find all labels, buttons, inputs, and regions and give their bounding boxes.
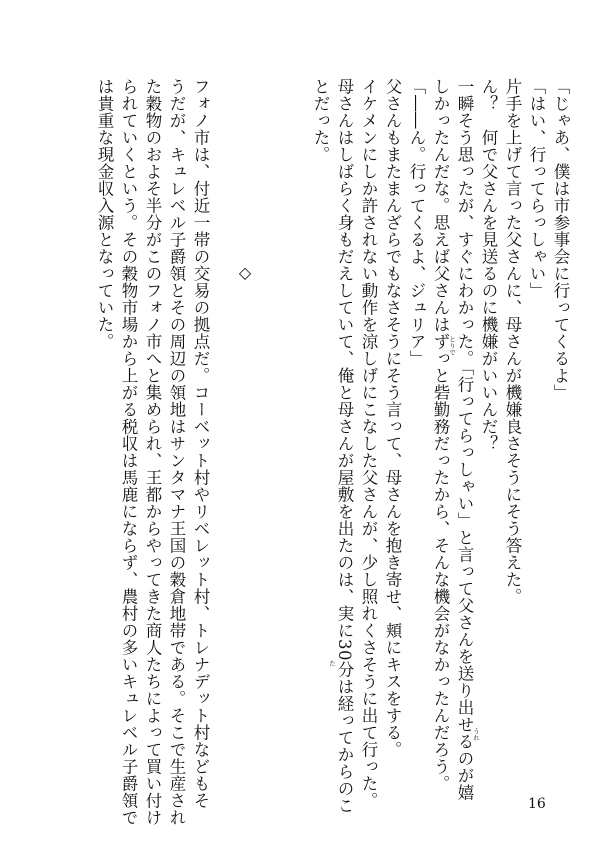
- text-column: は貴重な現金収入源となっていた。: [95, 78, 114, 350]
- page-number: 16: [528, 796, 546, 812]
- text-column: られていくという。その穀物市場から上がる税収は馬鹿にならず、農村の多いキュレベル子爵領で: [119, 78, 138, 826]
- text-column: 「――ん。行ってくるよ、ジュリア」: [407, 78, 426, 367]
- ruby-annotation: た: [328, 660, 336, 667]
- text-column: 父さんもまたまんざらでもなさそうにそう言って、母さんを抱き寄せ、頬にキスをする。: [383, 78, 402, 758]
- text-column: フォノ市は、付近一帯の交易の拠点だ。コーベット村やリベレット村、トレナデット村などもそ: [191, 78, 210, 809]
- text-column: 「じゃあ、僕は市参事会に行ってくるよ」: [551, 78, 570, 401]
- text-column: ん？ 何で父さんを見送るのに機嫌がいいんだ？: [479, 78, 498, 452]
- text-column: た穀物のおよそ半分がこのフォノ市へと集められ、王都からやってきた商人たちによって買い付け: [143, 78, 162, 826]
- ruby-annotation: とりで: [448, 336, 456, 356]
- section-break-diamond: ◇: [238, 263, 252, 282]
- text-column: とだった。: [311, 78, 330, 163]
- text-column: 片手を上げて言った父さんに、母さんが機嫌良さそうにそう答えた。: [503, 78, 522, 605]
- text-column: うだが、キュレベル子爵領とその周辺の領地はサンタマナ王国の穀倉地帯である。そこで生産され: [167, 78, 186, 826]
- text-column: 「はい、行ってらっしゃい」: [527, 78, 546, 299]
- text-column: 母さんはしばらく身もだえしていて、俺と母さんが屋敷を出たのは、実に30分は経ってからのこ: [335, 78, 354, 814]
- text-column: 一瞬そう思ったが、すぐにわかった。「行ってらっしゃい」と言って父さんを送り出せるのが嬉: [455, 78, 474, 801]
- text-column: しかったんだな。思えば父さんはずっと砦勤務だったから、そんな機会がなかったんだろう。: [431, 78, 450, 792]
- ruby-annotation: うれ: [472, 728, 480, 741]
- text-column: イケメンにしか許されない動作を涼しげにこなした父さんが、少し照れくさそうに出て行った。: [359, 78, 378, 809]
